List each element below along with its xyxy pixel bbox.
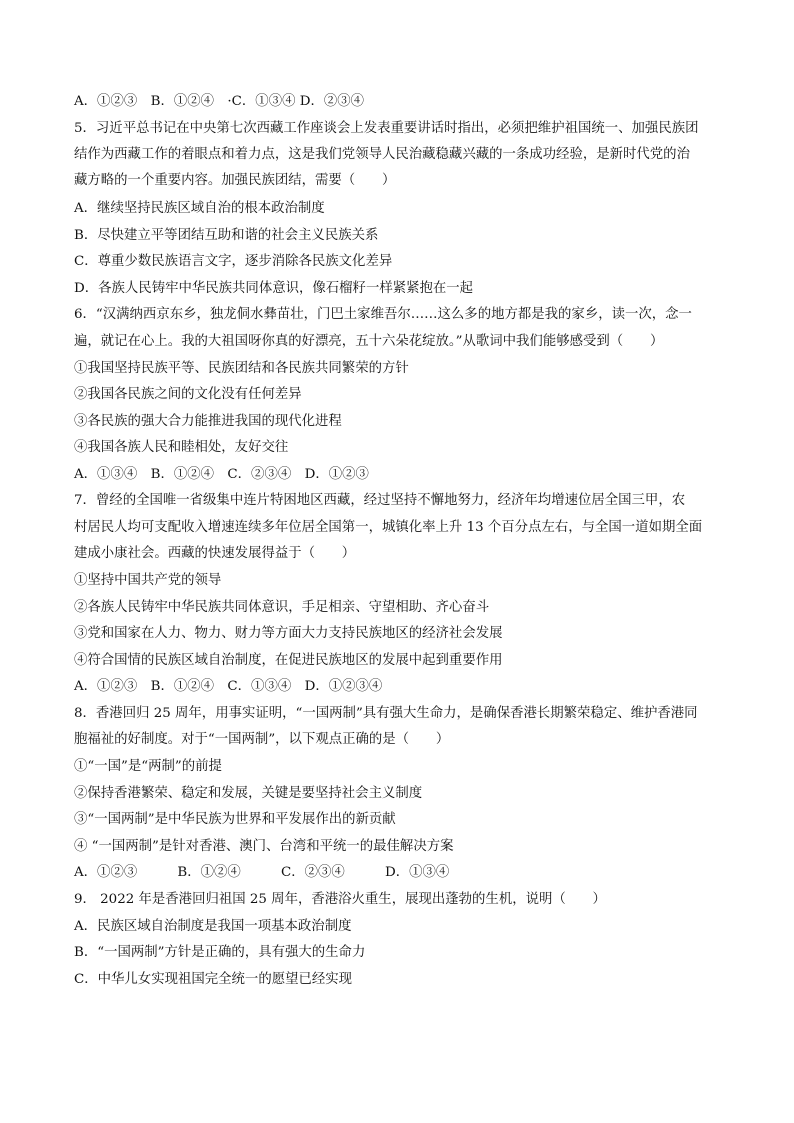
q9-stem: 9． 2022 年是香港回归祖国 25 周年，香港浴火重生，展现出蓬勃的生机，说明（ ） <box>74 892 606 907</box>
q7-statement-2: ②各族人民铸牢中华民族共同体意识，手足相亲、守望相助、齐心奋斗 <box>74 600 490 615</box>
q8-statement-3: ③“一国两制”是中华民族为世界和平发展作出的新贡献 <box>74 812 396 827</box>
q4-options: A．①②③ B．①②④ ·C．①③④ D．②③④ <box>74 94 365 109</box>
q6-options: A．①③④ B．①②④ C．②③④ D．①②③ <box>74 467 369 482</box>
q6-statement-4: ④我国各族人民和睦相处，友好交往 <box>74 440 289 455</box>
q6-statement-1: ①我国坚持民族平等、民族团结和各民族共同繁荣的方针 <box>74 361 409 376</box>
q7-statement-3: ③党和国家在人力、物力、财力等方面大力支持民族地区的经济社会发展 <box>74 626 503 641</box>
q8-stem-line-1: 8．香港回归 25 周年，用事实证明，“一国两制”具有强大生命力，是确保香港长期繁荣稳定、维护香港同 <box>74 706 698 721</box>
q7-stem-line-3: 建成小康社会。西藏的快速发展得益于（ ） <box>74 546 356 561</box>
q6-stem-line-1: 6．“汉满纳西京东乡，独龙侗水彝苗壮，门巴土家维吾尔……这么多的地方都是我的家乡，读一次，念一 <box>74 307 692 322</box>
q7-statement-1: ①坚持中国共产党的领导 <box>74 573 222 588</box>
q7-stem-line-1: 7．曾经的全国唯一省级集中连片特困地区西藏，经过坚持不懈地努力，经济年均增速位居全国三甲，农 <box>74 493 686 508</box>
q5-option-a: A．继续坚持民族区域自治的根本政治制度 <box>74 201 325 216</box>
q7-options: A．①②③ B．①②④ C．①③④ D．①②③④ <box>74 679 383 694</box>
q5-stem-line-3: 藏方略的一个重要内容。加强民族团结，需要（ ） <box>74 173 396 188</box>
q5-option-d: D．各族人民铸牢中华民族共同体意识，像石榴籽一样紧紧抱在一起 <box>74 281 474 296</box>
q5-option-b: B．尽快建立平等团结互助和谐的社会主义民族关系 <box>74 228 379 243</box>
q8-statement-1: ①“一国”是“两制”的前提 <box>74 759 222 774</box>
q8-statement-4: ④ “一国两制”是针对香港、澳门、台湾和平统一的最佳解决方案 <box>74 839 454 854</box>
q6-statement-3: ③各民族的强大合力能推进我国的现代化进程 <box>74 414 342 429</box>
q5-stem-line-2: 结作为西藏工作的着眼点和着力点，这是我们党领导人民治藏稳藏兴藏的一条成功经验，是新时代党的治 <box>74 147 690 162</box>
q9-option-c: C．中华儿女实现祖国完全统一的愿望已经实现 <box>74 972 353 987</box>
q6-statement-2: ②我国各民族之间的文化没有任何差异 <box>74 387 302 402</box>
q9-option-b: B．“一国两制”方针是正确的，具有强大的生命力 <box>74 945 366 960</box>
q5-stem-line-1: 5．习近平总书记在中央第七次西藏工作座谈会上发表重要讲话时指出，必须把维护祖国统一、加强民族团 <box>74 121 699 136</box>
q8-options: A．①②③ B．①②④ C．②③④ D．①③④ <box>74 865 450 880</box>
q7-stem-line-2: 村居民人均可支配收入增速连续多年位居全国第一，城镇化率上升 13 个百分点左右，与全国一道如期全面 <box>74 520 703 535</box>
q6-stem-line-2: 遍，就记在心上。我的大祖国呀你真的好漂亮，五十六朵花绽放。”从歌词中我们能够感受到（ ） <box>74 334 664 349</box>
q9-option-a: A．民族区域自治制度是我国一项基本政治制度 <box>74 919 352 934</box>
q7-statement-4: ④符合国情的民族区域自治制度，在促进民族地区的发展中起到重要作用 <box>74 653 503 668</box>
q8-stem-line-2: 胞福祉的好制度。对于“一国两制”，以下观点正确的是（ ） <box>74 732 450 747</box>
q8-statement-2: ②保持香港繁荣、稳定和发展，关键是要坚持社会主义制度 <box>74 786 423 801</box>
q5-option-c: C．尊重少数民族语言文字，逐步消除各民族文化差异 <box>74 254 393 269</box>
